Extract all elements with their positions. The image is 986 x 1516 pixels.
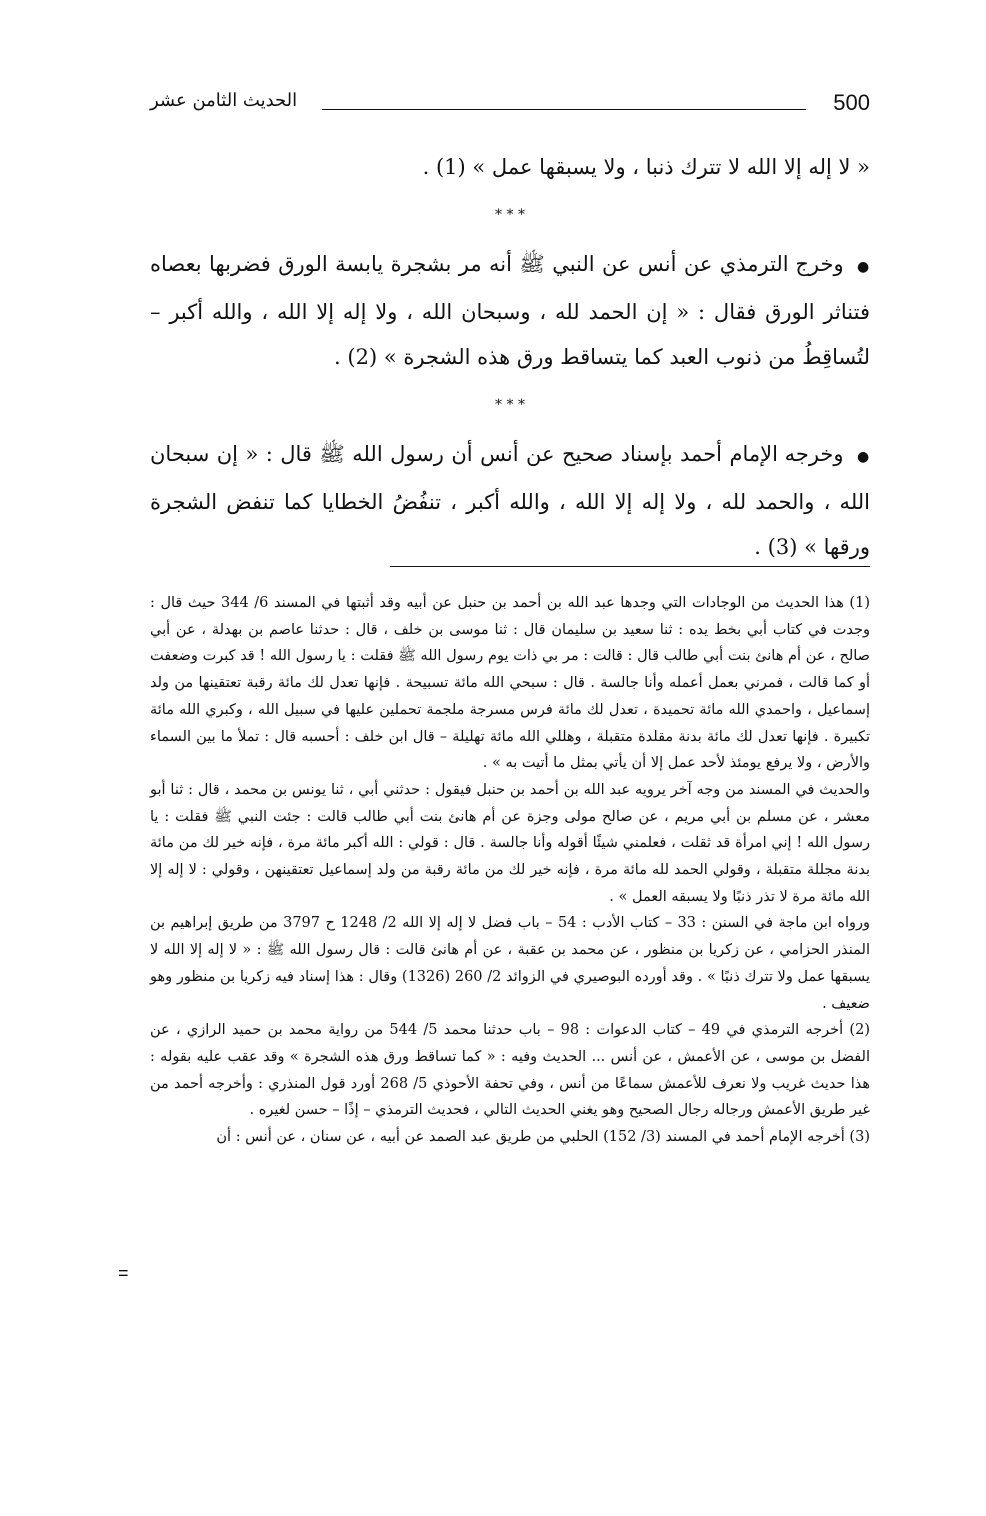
footnote-2: (2) أخرجه الترمذي في 49 – كتاب الدعوات : 98 – باب حدثنا محمد 5/ 544 من رواية محمد بن حميد الرازي ، عن الفضل بن موسى ، عن الأعمش ، عن أنس ... الحديث وفيه : « كما تساقط ورق هذه الشجرة » وقد عقب عليه بقوله : هذا حديث غريب ولا نعرف للأعمش سماعًا من أنس ، وفي تحفة الأحوذي 5/ 268 أورد قول المنذري : وأخرجه أحمد من غير طريق الأعمش ورجاله رجال الصحيح وهو يغني الحديث التالي ، فحديث الترمذي – إذًا – حسن لغيره .	[150, 1022, 870, 1119]
page-header	[150, 90, 870, 124]
footnotes	[150, 590, 870, 1151]
footnote-1-continued: ورواه ابن ماجة في السنن : 33 – كتاب الأدب : 54 – باب فضل لا إله إلا الله 2/ 1248 ح 3797 من طريق إبراهيم بن المنذر الحزامي ، عن زكريا بن منظور ، عن محمد بن عقبة ، عن أم هانئ قالت : قال رسول الله ﷺ : « لا إله إلا الله لا يسبقها عمل ولا تترك ذنبًا » . وقد أورده البوصيري في الزوائد 2/ 260 (1326) وقال : هذا إسناد فيه زكريا بن منظور وهو ضعيف .	[150, 915, 871, 1012]
bullet-icon: ●	[857, 449, 870, 465]
page-number: 500	[833, 90, 870, 115]
hadith-line: « لا إله إلا الله لا تترك ذنبا ، ولا يسبقها عمل » (1) .	[422, 155, 870, 179]
footnote-1: (1) هذا الحديث من الوجادات التي وجدها عبد الله بن أحمد بن حنبل عن أبيه وقد أثبتها في المسند 6/ 344 حيث قال : وجدت في كتاب أبي بخط يده : ثنا سعيد بن سليمان قال : ثنا موسى بن خلف ، قال : حدثنا عاصم بن بهدلة ، عن أبي صالح ، عن أم هانئ بنت أبي طالب قال : قالت : مر بي ذات يوم رسول الله ﷺ فقلت : يا رسول الله ! قد كبرت وضعفت أو كما قالت ، فمرني بعمل أعمله وأنا جالسة . قال : سبحي الله مائة تسبيحة . فإنها تعدل لك مائة رقبة تعتقينها من ولد إسماعيل ، واحمدي الله مائة تحميدة ، تعدل لك مائة فرس مسرجة ملجمة تحملين عليها في سبيل الله ، وكبري الله مائة تكبيرة . فإنها تعدل لك مائة بدنة مقلدة متقبلة ، وهللي الله مائة تهليلة – قال ابن خلف : أحسبه قال : تملأ ما بين السماء والأرض ، ولا يرفع يومئذ لأحد عمل إلا أن يأتي بمثل ما أتيت به » .	[150, 595, 870, 772]
paragraph-tirmidhi	[150, 242, 870, 380]
section-separator: * * *	[495, 397, 525, 413]
header-rule	[322, 109, 806, 110]
continuation-mark: =	[118, 1263, 129, 1283]
paragraph-text: وخرج الترمذي عن أنس عن النبي ﷺ أنه مر بشجرة يابسة الورق فضربها بعصاه فتناثر الورق فقال : « إن الحمد لله ، وسبحان الله ، ولا إله إلا الله ، والله أكبر – لتُساقِطُ من ذنوب العبد كما يتساقط ورق هذه الشجرة » (2) .	[150, 252, 870, 369]
paragraph-text: وخرجه الإمام أحمد بإسناد صحيح عن أنس أن رسول الله ﷺ قال : « إن سبحان الله ، والحمد لله ، ولا إله إلا الله ، والله أكبر ، تنفُضُ الخطايا كما تنفض الشجرة ورقها » (3) .	[150, 442, 870, 559]
footnote-divider	[390, 566, 870, 567]
running-title: الحديث الثامن عشر	[150, 90, 298, 111]
main-text	[150, 145, 870, 570]
paragraph-ahmad	[150, 432, 870, 570]
footnote-1-continued: والحديث في المسند من وجه آخر يرويه عبد الله بن أحمد بن حنبل فيقول : حدثني أبي ، ثنا يونس بن محمد ، قال : ثنا أبو معشر ، عن مسلم بن أبي مريم ، عن صالح مولى وجزة عن أم هانئ بنت أبي طالب قالت : جئت النبي ﷺ فقلت : يا رسول الله ! إني امرأة قد ثقلت ، فعلمني شيئًا أقوله وأنا جالسة . قال : قولي : الله أكبر مائة مرة ، فإنه خير لك من مائة بدنة مجللة متقبلة ، وقولي الحمد لله مائة مرة ، فإنه خير لك من مائة رقبة من ولد إسماعيل تعتقينهن ، وقولي : لا إله إلا الله مائة مرة لا تذر ذنبًا ولا يسبقه العمل » .	[150, 781, 870, 905]
footnote-3: (3) أخرجه الإمام أحمد في المسند (3/ 152) الحلبي من طريق عبد الصمد عن أبيه ، عن سنان ، عن أنس : أن	[216, 1129, 870, 1146]
section-separator: * * *	[495, 207, 525, 223]
bullet-icon: ●	[857, 259, 870, 275]
